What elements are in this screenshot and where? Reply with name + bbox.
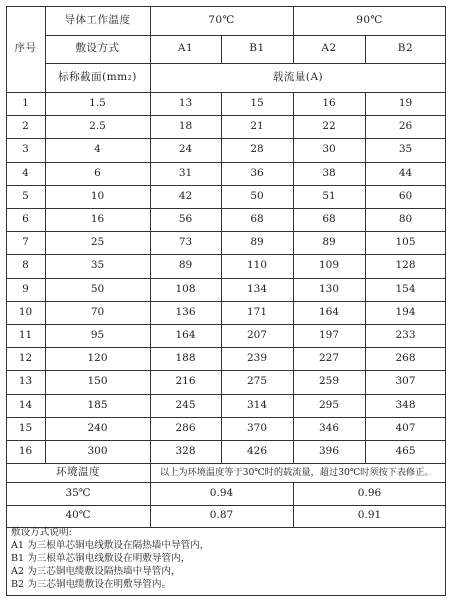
table-cell-r16-B2_90: 465	[395, 444, 416, 457]
table-cell-r9-B2_90: 154	[395, 282, 416, 295]
table-cell-r5-B1_70: 50	[250, 189, 264, 202]
table-cell-r6-B1_70: 68	[250, 212, 264, 225]
table-cell-r6-seq: 6	[22, 212, 29, 225]
table-cell-r14-B2_90: 348	[395, 398, 416, 411]
table-cell-r14-seq: 14	[18, 398, 33, 411]
table-cell-r11-area: 95	[90, 328, 105, 341]
table-cell-r12-B1_70: 239	[246, 351, 268, 364]
table-cell-r2-seq: 2	[22, 119, 29, 132]
table-cell-r9-B1_70: 134	[246, 282, 268, 295]
table-cell-r5-A1_70: 42	[178, 189, 193, 202]
table-cell-r10-area: 70	[90, 305, 105, 318]
table-cell-r4-area: 6	[94, 166, 101, 179]
table-cell-r2-A1_70: 18	[178, 119, 193, 132]
table-cell-r1-B2_90: 19	[398, 96, 413, 109]
laying-method-header: 敷设方式	[75, 42, 120, 55]
ambient-temp-label: 环境温度	[56, 465, 100, 478]
table-cell-r1-area: 1.5	[89, 96, 106, 109]
table-cell-r15-B1_70: 370	[246, 421, 268, 434]
table-cell-r13-area: 150	[87, 375, 108, 388]
table-cell-r8-B2_90: 128	[395, 259, 416, 272]
table-cell-r10-A2_90: 164	[318, 305, 340, 318]
ambient-temp-2: 40℃	[65, 509, 91, 522]
correction-factor-90-2: 0.91	[357, 509, 382, 522]
table-cell-r2-A2_90: 22	[322, 119, 336, 132]
table-cell-r12-seq: 12	[18, 351, 33, 364]
table-cell-r8-seq: 8	[22, 259, 29, 272]
correction-factor-70-1: 0.94	[209, 486, 234, 499]
cross-section-label: 标称截面(mm	[58, 70, 128, 83]
table-cell-r8-B1_70: 110	[246, 259, 268, 272]
table-cell-r7-A2_90: 89	[322, 235, 336, 248]
table-cell-r1-B1_70: 15	[250, 96, 264, 109]
table-cell-r3-B2_90: 35	[398, 143, 413, 156]
table-cell-r3-A1_70: 24	[178, 143, 193, 156]
correction-factor-90-1: 0.96	[357, 486, 382, 499]
table-cell-r9-seq: 9	[22, 282, 29, 295]
table-cell-r3-seq: 3	[22, 143, 29, 156]
table-cell-r9-A2_90: 130	[318, 282, 340, 295]
table-cell-r9-area: 50	[90, 282, 105, 295]
table-cell-r13-B2_90: 307	[395, 375, 416, 388]
ampacity-header: 载流量(A)	[272, 70, 324, 83]
table-cell-r2-B2_90: 26	[398, 119, 413, 132]
table-cell-r14-area: 185	[87, 398, 108, 411]
correction-factor-70-2: 0.87	[209, 509, 234, 522]
table-cell-r8-A1_70: 89	[178, 259, 193, 272]
table-cell-r14-A2_90: 295	[318, 398, 340, 411]
table-cell-r12-A1_70: 188	[175, 351, 196, 364]
ambient-note: 以上为环境温度等于30℃时的载流量，超过30℃时须按下表修正。	[160, 466, 434, 478]
method-a1-header: A1	[177, 42, 194, 55]
table-cell-r11-seq: 11	[18, 328, 33, 341]
table-cell-r4-A1_70: 31	[178, 166, 193, 179]
notes-title: 敷设方式说明:	[11, 527, 72, 538]
cross-section-close: )	[132, 70, 137, 83]
table-cell-r1-seq: 1	[22, 96, 29, 109]
table-cell-r15-A2_90: 346	[318, 421, 340, 434]
table-cell-r12-A2_90: 227	[318, 351, 340, 364]
table-cell-r14-A1_70: 245	[175, 398, 196, 411]
table-cell-r14-B1_70: 314	[246, 398, 268, 411]
table-cell-r7-seq: 7	[22, 235, 29, 248]
table-cell-r15-B2_90: 407	[395, 421, 416, 434]
table-cell-r11-A2_90: 197	[318, 328, 340, 341]
seq-header: 序号	[14, 42, 37, 55]
table-cell-r11-B1_70: 207	[246, 328, 268, 341]
table-cell-r2-area: 2.5	[89, 119, 106, 132]
table-cell-r5-A2_90: 51	[322, 189, 336, 202]
table-cell-r8-area: 35	[90, 259, 105, 272]
table-cell-r16-B1_70: 426	[246, 444, 268, 457]
table-cell-r7-area: 25	[90, 235, 105, 248]
table-cell-r15-seq: 15	[18, 421, 33, 434]
table-cell-r3-B1_70: 28	[250, 143, 264, 156]
table-cell-r8-A2_90: 109	[318, 259, 340, 272]
table-cell-r7-A1_70: 73	[178, 235, 193, 248]
method-a2-header: A2	[321, 42, 337, 55]
table-cell-r4-A2_90: 38	[322, 166, 336, 179]
table-cell-r9-A1_70: 108	[175, 282, 196, 295]
temp-90-header: 90℃	[356, 13, 383, 26]
table-cell-r11-B2_90: 233	[395, 328, 416, 341]
table-cell-r6-B2_90: 80	[398, 212, 413, 225]
table-cell-r4-B1_70: 36	[250, 166, 264, 179]
table-cell-r4-B2_90: 44	[398, 166, 413, 179]
method-b1-header: B1	[249, 42, 265, 55]
ambient-temp-1: 35℃	[65, 486, 91, 499]
table-cell-r1-A2_90: 16	[322, 96, 336, 109]
table-cell-r12-B2_90: 268	[395, 351, 416, 364]
cross-section-header: 标称截面(mm 2 )	[58, 70, 137, 83]
table-cell-r6-A2_90: 68	[322, 212, 336, 225]
table-cell-r5-seq: 5	[22, 189, 29, 202]
table-cell-r10-B2_90: 194	[395, 305, 416, 318]
laying-method-notes	[11, 526, 441, 591]
temp-70-header: 70℃	[208, 13, 235, 26]
table-cell-r1-A1_70: 13	[178, 96, 193, 109]
table-cell-r10-B1_70: 171	[246, 305, 268, 318]
notes-line-a2: A2 为三芯铜电缆敷设隔热墙中导管内，	[11, 566, 181, 577]
table-cell-r5-area: 10	[90, 189, 105, 202]
table-cell-r6-area: 16	[90, 212, 105, 225]
notes-line-a1: A1 为三根单芯铜电线敷设在隔热墙中导管内，	[11, 540, 210, 551]
table-cell-r13-B1_70: 275	[246, 375, 268, 388]
table-cell-r16-area: 300	[87, 444, 108, 457]
table-cell-r7-B2_90: 105	[395, 235, 416, 248]
table-cell-r3-A2_90: 30	[322, 143, 336, 156]
table-cell-r13-seq: 13	[18, 375, 33, 388]
table-cell-r15-A1_70: 286	[175, 421, 196, 434]
table-cell-r11-A1_70: 164	[175, 328, 196, 341]
method-b2-header: B2	[397, 42, 414, 55]
notes-line-b1: B1 为三根单芯铜电线敷设在明敷导管内，	[11, 553, 191, 564]
table-cell-r3-area: 4	[94, 143, 101, 156]
table-cell-r4-seq: 4	[22, 166, 29, 179]
conductor-temp-header: 导体工作温度	[64, 13, 131, 26]
table-cell-r7-B1_70: 89	[250, 235, 264, 248]
table-cell-r12-area: 120	[87, 351, 108, 364]
table-cell-r10-A1_70: 136	[175, 305, 196, 318]
table-cell-r10-seq: 10	[18, 305, 33, 318]
table-cell-r13-A1_70: 216	[175, 375, 196, 388]
table-cell-r16-seq: 16	[18, 444, 33, 457]
table-cell-r2-B1_70: 21	[250, 119, 264, 132]
table-cell-r6-A1_70: 56	[178, 212, 193, 225]
table-cell-r13-A2_90: 259	[318, 375, 340, 388]
table-cell-r5-B2_90: 60	[398, 189, 413, 202]
table-cell-r16-A1_70: 328	[175, 444, 196, 457]
table-cell-r16-A2_90: 396	[318, 444, 340, 457]
notes-line-b2: B2 为三芯铜电缆敷设在明敷导管内。	[11, 579, 172, 590]
table-cell-r15-area: 240	[87, 421, 108, 434]
